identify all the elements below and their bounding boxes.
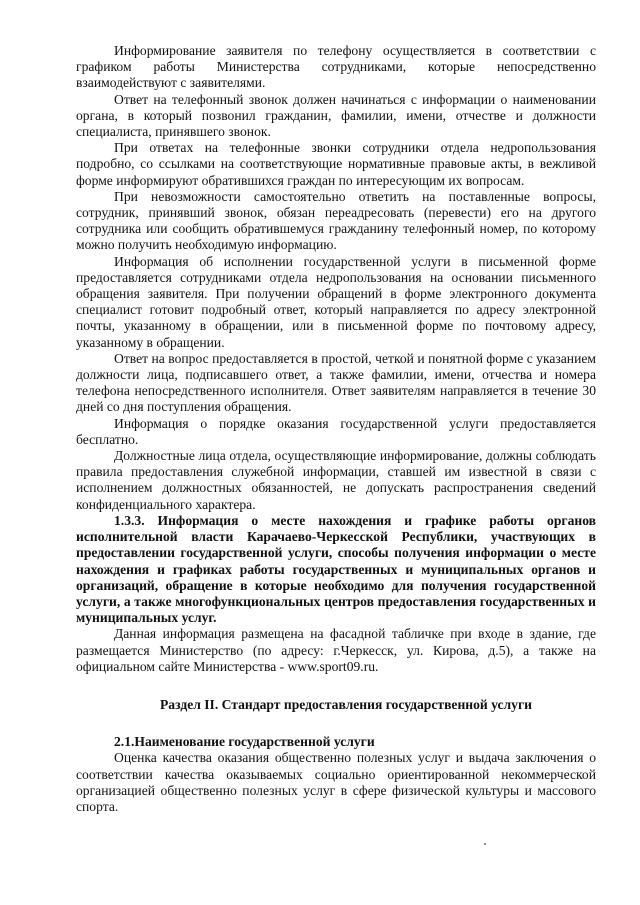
paragraph-service-name: Оценка качества оказания общественно полезных услуг и выдача заключения о соответствии качества оказываемых социально ориентированной некоммерческой организацией общественно полезных услуг в сфере физической культуры и массового спорта. [76, 750, 596, 814]
paragraph-call-redirect: При невозможности самостоятельно ответить на поставленные вопросы, сотрудник, принявший звонок, обязан переадресовать (перевести) его на другого сотрудника или сообщить обратившемуся гражданину телефонный номер, по которому можно получить необходимую информацию. [76, 188, 596, 253]
paragraph-call-details: При ответах на телефонные звонки сотрудники отдела недропользования подробно, со ссылками на соответствующие нормативные правовые акты, в вежливой форме информируют обратившихся граждан по интересующим их вопросам. [76, 140, 596, 188]
paragraph-free-info: Информация о порядке оказания государственной услуги предоставляется бесплатно. [76, 415, 596, 447]
section-title: Раздел II. Стандарт предоставления государственной услуги [160, 696, 532, 712]
paragraph-written-info: Информация об исполнении государственной услуги в письменной форме предоставляется сотрудниками отдела недропользования на основании письменного обращения заявителя. При получении обращений в форме электронного документа специалист готовит подробный ответ, который направляется по адресу электронной почты, указанному в обращении, или в письменной форме по почтовому адресу, указанному в обращении. [76, 253, 596, 350]
paragraph-phone-info: Информирование заявителя по телефону осуществляется в соответствии с графиком работы Министерства сотрудниками, которые непосредственно взаимодействуют с заявителями. [76, 43, 596, 91]
paragraph-answer-form: Ответ на вопрос предоставляется в простой, четкой и понятной форме с указанием должности лица, подписавшего ответ, а также фамилии, имени, отчества и номера телефона непосредственного исполнителя. Ответ заявителям направляется в течение 30 дней со дня поступления обращения. [76, 350, 596, 415]
paragraph-address: Данная информация размещена на фасадной табличке при входе в здание, где размещается Министерство (по адресу: г.Черкесск, ул. Кирова, д.5), а также на официальном сайте Министерства - www.sport09.ru. [76, 626, 596, 674]
document-body [76, 43, 596, 815]
paragraph-confidentiality: Должностные лица отдела, осуществляющие информирование, должны соблюдать правила предоставления служебной информации, ставшей им известной в связи с исполнением должностных обязанностей, не допускать распространения сведений конфиденциального характера. [76, 448, 596, 512]
subsection-title: 2.1.Наименование государственной услуги [114, 734, 375, 750]
heading-1-3-3: 1.3.3. Информация о месте нахождения и графике работы органов исполнительной власти Карачаево-Черкесской Республики, участвующих в предоставлении государственной услуги, способы получения информации о месте нахождения и графиках работы государственных и муниципальных органов и организаций, обращение в которые необходимо для получения государственной услуги, а также многофункциональных центров предоставления государственных и муниципальных услуг. [76, 512, 596, 626]
paragraph-call-answer: Ответ на телефонный звонок должен начинаться с информации о наименовании органа, в который позвонил гражданин, фамилии, имени, отчестве и должности специалиста, принявшего звонок. [76, 91, 596, 140]
scan-speck [484, 843, 486, 845]
